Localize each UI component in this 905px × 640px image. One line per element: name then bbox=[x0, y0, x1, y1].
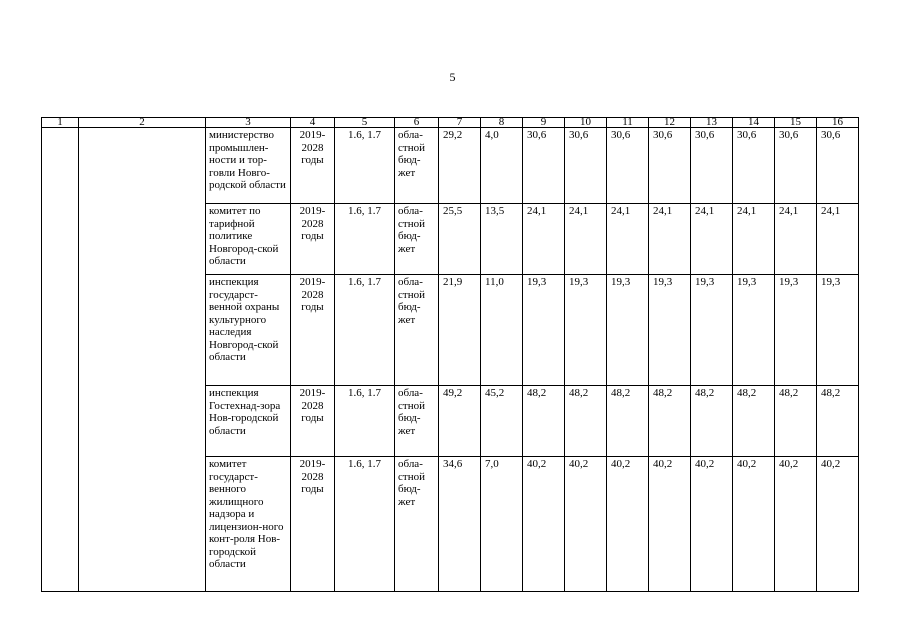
table-row bbox=[42, 128, 859, 204]
indicators-cell: 1.6, 1.7 bbox=[335, 457, 395, 592]
source-cell: обла-стной бюд-жет bbox=[395, 128, 439, 204]
column-header: 14 bbox=[733, 118, 775, 128]
period-cell: 2019-2028 годы bbox=[291, 275, 335, 386]
column-header: 10 bbox=[565, 118, 607, 128]
value-cell: 48,2 bbox=[817, 386, 859, 457]
value-cell: 30,6 bbox=[775, 128, 817, 204]
value-cell: 7,0 bbox=[481, 457, 523, 592]
value-cell: 24,1 bbox=[607, 204, 649, 275]
value-cell: 40,2 bbox=[607, 457, 649, 592]
column-header: 1 bbox=[42, 118, 79, 128]
value-cell: 11,0 bbox=[481, 275, 523, 386]
value-cell: 48,2 bbox=[733, 386, 775, 457]
value-cell: 21,9 bbox=[439, 275, 481, 386]
executor-cell: инспекция государст-венной охраны культурного наследия Новгород-ской области bbox=[206, 275, 291, 386]
period-cell: 2019-2028 годы bbox=[291, 204, 335, 275]
period-cell: 2019-2028 годы bbox=[291, 386, 335, 457]
data-table bbox=[41, 117, 859, 592]
value-cell: 34,6 bbox=[439, 457, 481, 592]
value-cell: 40,2 bbox=[523, 457, 565, 592]
column-header: 8 bbox=[481, 118, 523, 128]
value-cell: 24,1 bbox=[733, 204, 775, 275]
value-cell: 30,6 bbox=[607, 128, 649, 204]
value-cell: 30,6 bbox=[565, 128, 607, 204]
value-cell: 24,1 bbox=[775, 204, 817, 275]
indicators-cell: 1.6, 1.7 bbox=[335, 386, 395, 457]
value-cell: 19,3 bbox=[523, 275, 565, 386]
source-cell: обла-стной бюд-жет bbox=[395, 275, 439, 386]
column-header: 16 bbox=[817, 118, 859, 128]
value-cell: 13,5 bbox=[481, 204, 523, 275]
period-cell: 2019-2028 годы bbox=[291, 457, 335, 592]
value-cell: 49,2 bbox=[439, 386, 481, 457]
column-header: 5 bbox=[335, 118, 395, 128]
indicators-cell: 1.6, 1.7 bbox=[335, 128, 395, 204]
value-cell: 40,2 bbox=[565, 457, 607, 592]
column-header: 13 bbox=[691, 118, 733, 128]
value-cell: 19,3 bbox=[775, 275, 817, 386]
value-cell: 24,1 bbox=[817, 204, 859, 275]
column-1-blank bbox=[42, 128, 79, 592]
column-header: 15 bbox=[775, 118, 817, 128]
page-number: 5 bbox=[449, 70, 456, 84]
value-cell: 24,1 bbox=[691, 204, 733, 275]
column-header: 9 bbox=[523, 118, 565, 128]
value-cell: 19,3 bbox=[649, 275, 691, 386]
value-cell: 19,3 bbox=[691, 275, 733, 386]
column-header: 4 bbox=[291, 118, 335, 128]
value-cell: 19,3 bbox=[733, 275, 775, 386]
value-cell: 30,6 bbox=[733, 128, 775, 204]
value-cell: 24,1 bbox=[565, 204, 607, 275]
value-cell: 40,2 bbox=[775, 457, 817, 592]
executor-cell: комитет государст-венного жилищного надзора и лицензион-ного конт-роля Нов-городской области bbox=[206, 457, 291, 592]
column-header: 2 bbox=[79, 118, 206, 128]
value-cell: 48,2 bbox=[565, 386, 607, 457]
value-cell: 19,3 bbox=[817, 275, 859, 386]
executor-cell: инспекция Гостехнад-зора Нов-городской области bbox=[206, 386, 291, 457]
value-cell: 48,2 bbox=[607, 386, 649, 457]
header-row bbox=[42, 118, 859, 128]
value-cell: 24,1 bbox=[649, 204, 691, 275]
indicators-cell: 1.6, 1.7 bbox=[335, 204, 395, 275]
value-cell: 48,2 bbox=[523, 386, 565, 457]
executor-cell: комитет по тарифной политике Новгород-ской области bbox=[206, 204, 291, 275]
column-header: 11 bbox=[607, 118, 649, 128]
value-cell: 45,2 bbox=[481, 386, 523, 457]
value-cell: 40,2 bbox=[649, 457, 691, 592]
source-cell: обла-стной бюд-жет bbox=[395, 457, 439, 592]
value-cell: 48,2 bbox=[691, 386, 733, 457]
column-header: 3 bbox=[206, 118, 291, 128]
value-cell: 30,6 bbox=[817, 128, 859, 204]
value-cell: 30,6 bbox=[523, 128, 565, 204]
value-cell: 40,2 bbox=[817, 457, 859, 592]
column-2-blank bbox=[79, 128, 206, 592]
value-cell: 48,2 bbox=[649, 386, 691, 457]
value-cell: 30,6 bbox=[649, 128, 691, 204]
value-cell: 24,1 bbox=[523, 204, 565, 275]
source-cell: обла-стной бюд-жет bbox=[395, 204, 439, 275]
value-cell: 40,2 bbox=[691, 457, 733, 592]
value-cell: 48,2 bbox=[775, 386, 817, 457]
column-header: 7 bbox=[439, 118, 481, 128]
value-cell: 40,2 bbox=[733, 457, 775, 592]
value-cell: 25,5 bbox=[439, 204, 481, 275]
column-header: 6 bbox=[395, 118, 439, 128]
value-cell: 4,0 bbox=[481, 128, 523, 204]
period-cell: 2019-2028 годы bbox=[291, 128, 335, 204]
source-cell: обла-стной бюд-жет bbox=[395, 386, 439, 457]
value-cell: 19,3 bbox=[607, 275, 649, 386]
value-cell: 30,6 bbox=[691, 128, 733, 204]
executor-cell: министерство промышлен-ности и тор-говли Новго-родской области bbox=[206, 128, 291, 204]
indicators-cell: 1.6, 1.7 bbox=[335, 275, 395, 386]
value-cell: 19,3 bbox=[565, 275, 607, 386]
column-header: 12 bbox=[649, 118, 691, 128]
value-cell: 29,2 bbox=[439, 128, 481, 204]
